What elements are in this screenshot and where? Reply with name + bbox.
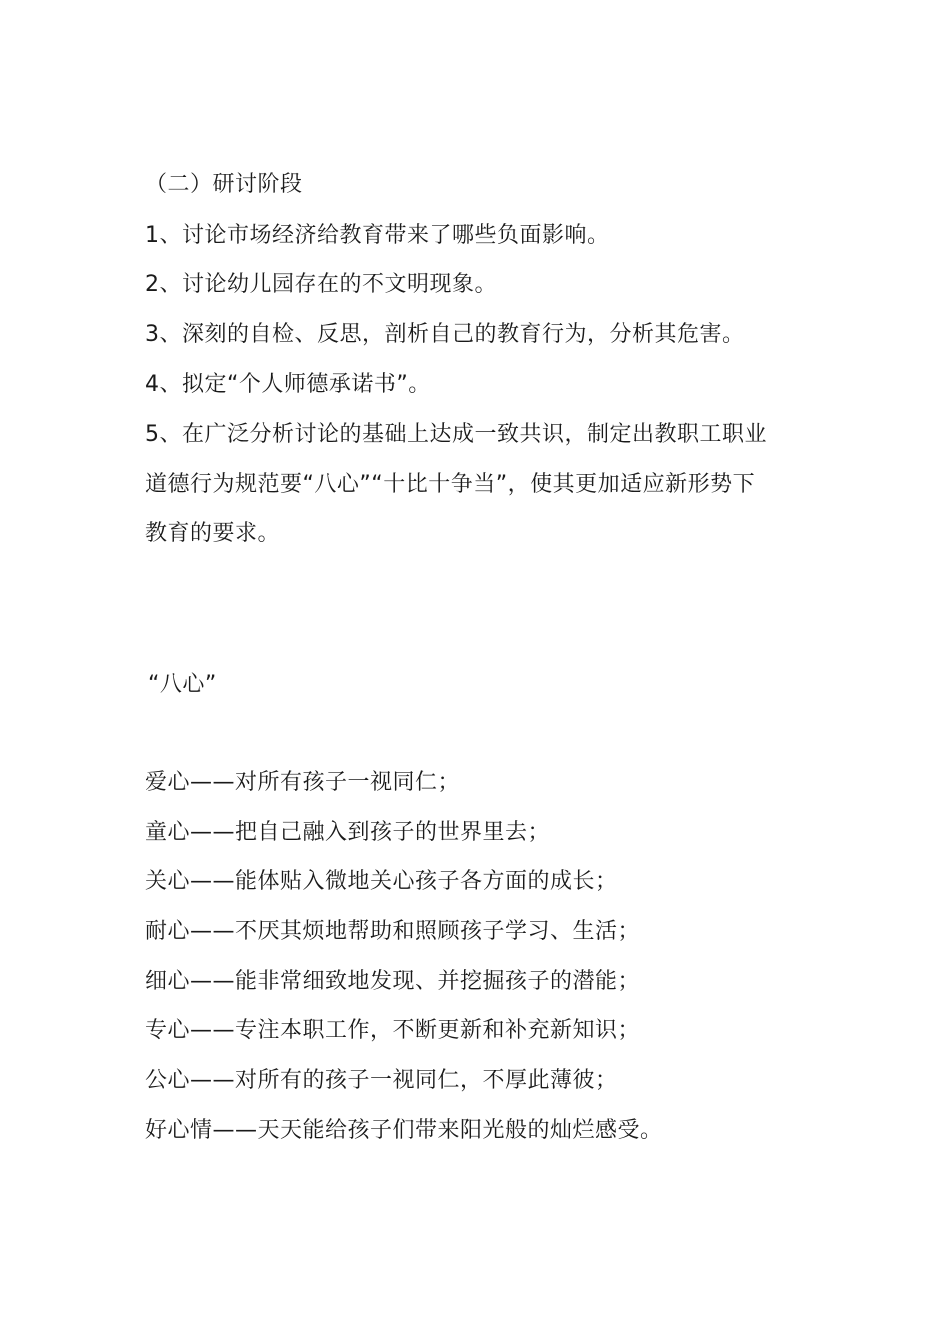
list-item-5-line-3: 教育的要求。 <box>145 521 281 546</box>
heart-item-attentive: 细心——能非常细致地发现、并挖掘孩子的潜能； <box>145 969 641 994</box>
list-item-2: 2、讨论幼儿园存在的不文明现象。 <box>145 272 497 297</box>
heart-item-care: 关心——能体贴入微地关心孩子各方面的成长； <box>145 869 618 894</box>
section-heading: （二）研讨阶段 <box>145 172 303 197</box>
heart-item-focus: 专心——专注本职工作，不断更新和补充新知识； <box>145 1018 641 1043</box>
heart-item-love: 爱心——对所有孩子一视同仁； <box>145 770 461 795</box>
list-item-5-line-1: 5、在广泛分析讨论的基础上达成一致共识，制定出教职工职业 <box>145 422 767 447</box>
heart-item-childlike: 童心——把自己融入到孩子的世界里去； <box>145 820 551 845</box>
eight-hearts-title: “八心” <box>148 672 217 697</box>
heart-item-fairness: 公心——对所有的孩子一视同仁，不厚此薄彼； <box>145 1068 618 1093</box>
list-item-5-line-2: 道德行为规范要“八心”“十比十争当”，使其更加适应新形势下 <box>145 472 756 497</box>
heart-item-patience: 耐心——不厌其烦地帮助和照顾孩子学习、生活； <box>145 919 641 944</box>
heart-item-good-mood: 好心情——天天能给孩子们带来阳光般的灿烂感受。 <box>145 1118 663 1143</box>
list-item-4: 4、拟定“个人师德承诺书”。 <box>145 372 431 397</box>
list-item-1: 1、讨论市场经济给教育带来了哪些负面影响。 <box>145 223 610 248</box>
list-item-3: 3、深刻的自检、反思，剖析自己的教育行为，分析其危害。 <box>145 322 745 347</box>
